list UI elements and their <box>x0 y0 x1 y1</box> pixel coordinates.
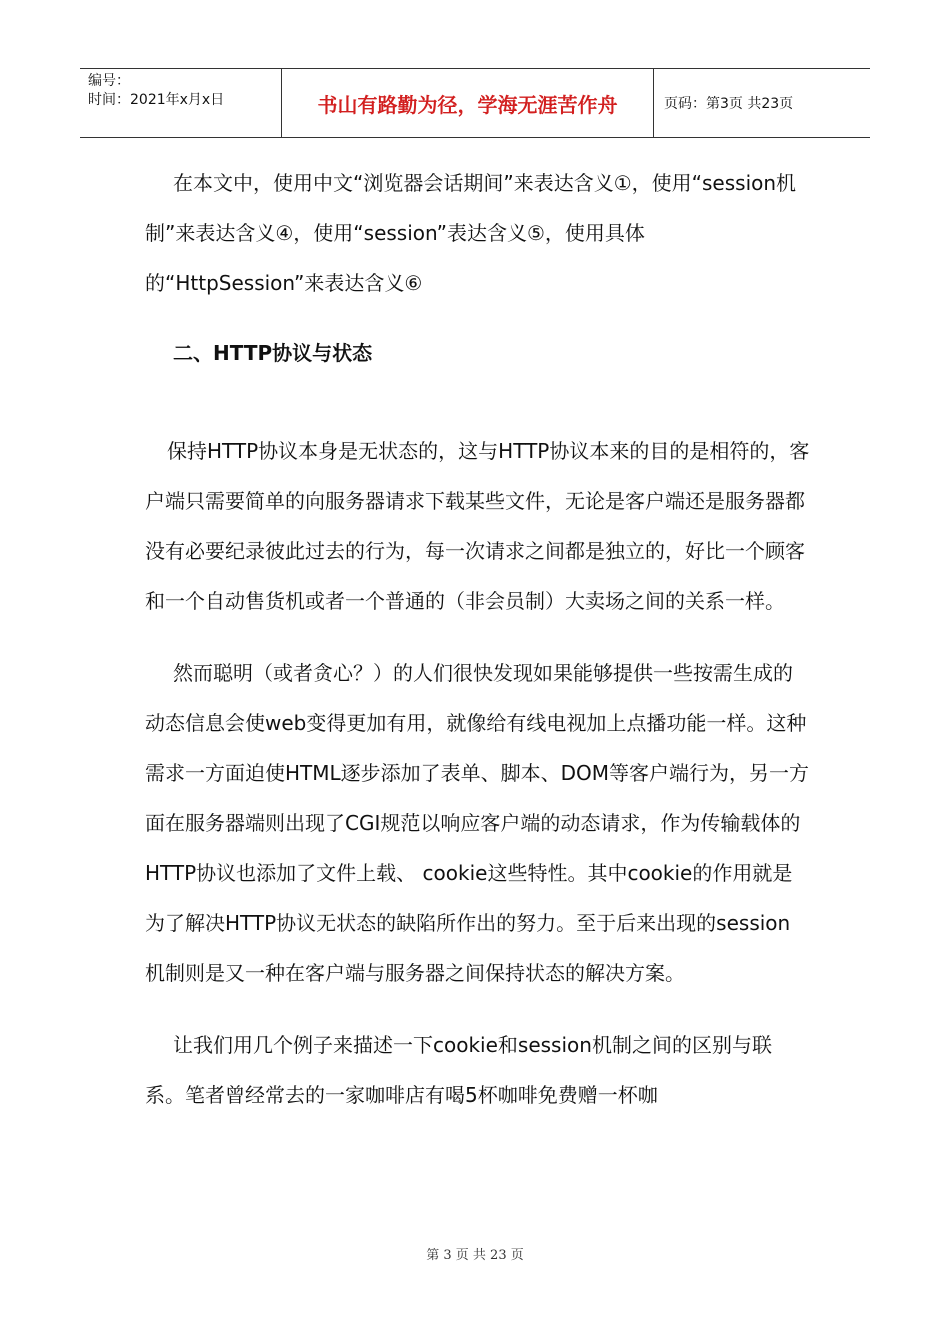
paragraph-stateless: 保持HTTP协议本身是无状态的，这与HTTP协议本来的目的是相符的，客户端只需要简单的向服务器请求下载某些文件，无论是客户端还是服务器都没有必要纪录彼此过去的行为，每一次请求之间都是独立的，好比一个顾客和一个自动售货机或者一个普通的（非会员制）大卖场之间的关系一样。 <box>145 439 810 613</box>
header-page-number: 页码：第3页 共23页 <box>664 96 794 112</box>
header-motto: 书山有路勤为径，学海无涯苦作舟 <box>282 69 654 137</box>
header-meta <box>80 69 282 137</box>
doc-time-label: 时间：2021年x月x日 <box>88 92 225 108</box>
paragraph-terminology: 在本文中，使用中文“浏览器会话期间”来表达含义①，使用“session机制”来表达含义④，使用“session”表达含义⑤，使用具体的“HttpSession”来表达含义⑥ <box>145 171 797 295</box>
paragraph-cookie-example: 让我们用几个例子来描述一下cookie和session机制之间的区别与联系。笔者曾经常去的一家咖啡店有喝5杯咖啡免费赠一杯咖 <box>145 1033 772 1107</box>
paragraph-dynamic: 然而聪明（或者贪心？）的人们很快发现如果能够提供一些按需生成的动态信息会使web变得更加有用，就像给有线电视加上点播功能一样。这种需求一方面迫使HTML逐步添加了表单、脚本、DOM等客户端行为，另一方面在服务器端则出现了CGI规范以响应客户端的动态请求，作为传输载体的HTTP协议也添加了文件上载、 cookie这些特性。其中cookie的作用就是为了解决HTTP协议无状态的缺陷所作出的努力。至于后来出现的session机制则是又一种在客户端与服务器之间保持状态的解决方案。 <box>145 661 810 985</box>
doc-number-label: 编号： <box>88 73 130 89</box>
section-heading-http-state: 二、HTTP协议与状态 <box>173 341 373 365</box>
page-header <box>80 68 870 138</box>
document-body <box>145 158 810 1120</box>
page-footer: 第 3 页 共 23 页 <box>426 1248 524 1263</box>
